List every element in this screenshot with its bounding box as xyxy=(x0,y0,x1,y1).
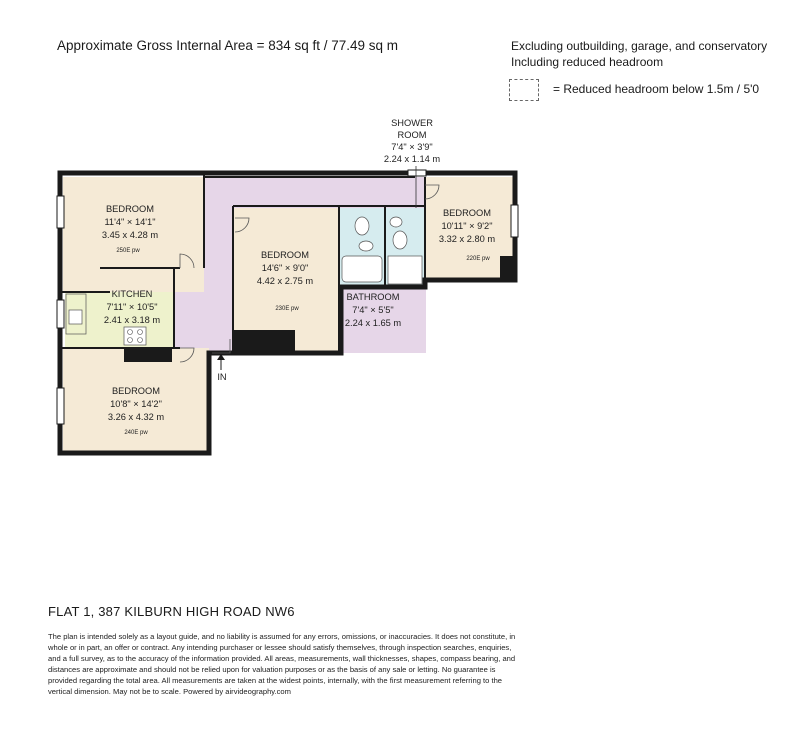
basin-icon xyxy=(359,241,373,251)
bathroom-imperial: 7'4" × 5'5" xyxy=(352,305,394,315)
basin-icon-2 xyxy=(390,217,402,227)
bedroom-sw-metric: 3.26 x 4.32 m xyxy=(107,412,165,422)
shower-name-2: ROOM xyxy=(397,130,427,140)
bedroom-mid-note: 230E pw xyxy=(275,306,299,312)
kitchen-name: KITCHEN xyxy=(111,289,153,299)
bedroom-ne-note: 220E pw xyxy=(466,256,490,262)
toilet-icon xyxy=(355,217,369,235)
bedroom-mid-name: BEDROOM xyxy=(260,250,310,260)
shower-imperial: 7'4" × 3'9" xyxy=(391,142,433,152)
kitchen-metric: 2.41 x 3.18 m xyxy=(103,315,161,325)
bathroom-metric: 2.24 x 1.65 m xyxy=(344,318,402,328)
entry-label: IN xyxy=(217,372,227,382)
bedroom-sw-imperial: 10'8" × 14'2" xyxy=(110,399,162,409)
bedroom-nw-note: 250E pw xyxy=(116,248,140,254)
bedroom-ne-metric: 3.32 x 2.80 m xyxy=(438,234,496,244)
disclaimer-text: The plan is intended solely as a layout guide, and no liability is assumed for any errors, omissions, or inaccuracies. It does not constitute, in whole or in part, an offer or contract. Any intending purchaser or lessee should satisfy themselves, through inspection searches, enquiries, and a full survey, as to the accuracy of the information provided. All areas, measurements, wall thicknesses, shapes, compass bearing, and distances are approximate and should not be relied upon for valuation purposes or as the basis of any sale or letting. No guarantee is provided regarding the total area. All measurements are taken at the widest points, internally, with the first measurement referring to the vertical dimension. May not be to scale. Powered by airvideography.com xyxy=(48,632,516,696)
reduced-headroom-key-label: = Reduced headroom below 1.5m / 5'0 xyxy=(553,82,760,96)
bedroom-sw-name: BEDROOM xyxy=(111,386,161,396)
kitchen-imperial: 7'11" × 10'5" xyxy=(106,302,158,312)
window-shower xyxy=(408,170,426,176)
excluding-note: Excluding outbuilding, garage, and conservatory xyxy=(511,39,768,53)
including-note: Including reduced headroom xyxy=(511,55,664,69)
bedroom-mid-metric: 4.42 x 2.75 m xyxy=(256,276,314,286)
bedroom-nw-imperial: 11'4" × 14'1" xyxy=(104,217,156,227)
window-bed-ne xyxy=(511,205,518,237)
hob-icon xyxy=(124,327,146,345)
entry-arrow xyxy=(217,354,225,370)
property-address: FLAT 1, 387 KILBURN HIGH ROAD NW6 xyxy=(48,604,295,619)
bedroom-ne-imperial: 10'11" × 9'2" xyxy=(441,221,493,231)
toilet-icon-2 xyxy=(393,231,407,249)
bedroom-ne-name: BEDROOM xyxy=(442,208,492,218)
bedroom-mid-imperial: 14'6" × 9'0" xyxy=(261,263,309,273)
window-bed-sw xyxy=(57,388,64,424)
window-bed-nw xyxy=(57,196,64,228)
shower-tray-icon xyxy=(388,256,422,284)
bath-icon xyxy=(342,256,382,282)
chimney-kitchen xyxy=(124,348,172,362)
sink-icon xyxy=(69,310,82,324)
bathroom-name: BATHROOM xyxy=(346,292,400,302)
chimney-mid xyxy=(233,330,295,352)
chimney-ne xyxy=(500,256,516,280)
bedroom-sw-note: 240E pw xyxy=(124,430,148,436)
window-kitchen xyxy=(57,300,64,328)
shower-metric: 2.24 x 1.14 m xyxy=(383,154,441,164)
shower-name-1: SHOWER xyxy=(391,118,433,128)
bedroom-nw-name: BEDROOM xyxy=(105,204,155,214)
gross-area-text: Approximate Gross Internal Area = 834 sq ft / 77.49 sq m xyxy=(57,38,399,53)
bedroom-nw-metric: 3.45 x 4.28 m xyxy=(101,230,159,240)
